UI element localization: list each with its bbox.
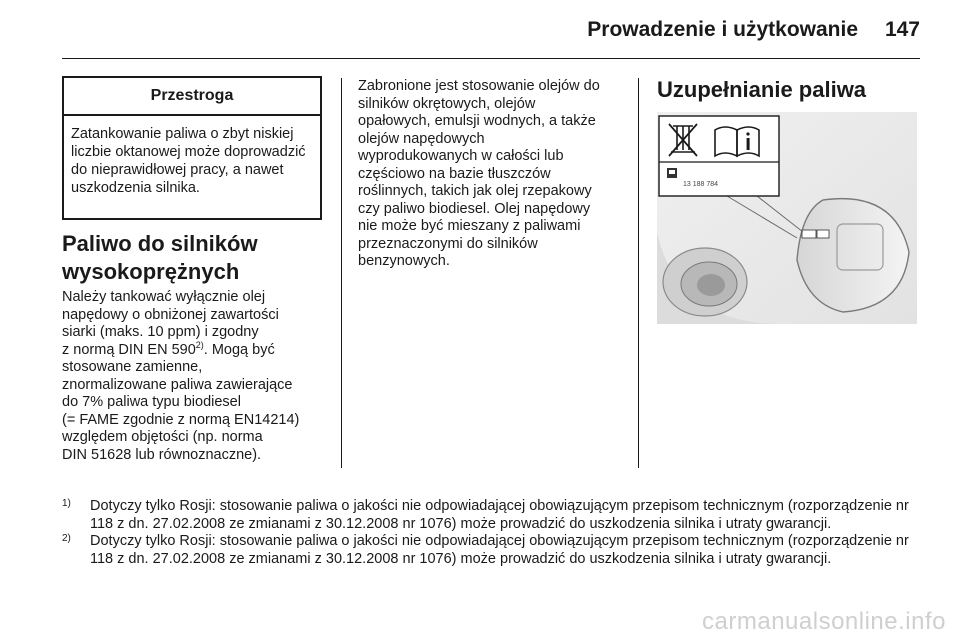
footnote-2-mark: 2) bbox=[62, 533, 71, 544]
footnote-2 bbox=[62, 533, 922, 568]
watermark: carmanualsonline.info bbox=[702, 608, 946, 635]
page-title: Prowadzenie i użytkowanie bbox=[587, 18, 858, 41]
refuel-heading: Uzupełnianie paliwa bbox=[657, 77, 867, 102]
footnotes bbox=[62, 498, 922, 568]
diesel-heading-line2: wysokoprężnych bbox=[62, 259, 240, 284]
footnote-1-text: Dotyczy tylko Rosji: stosowanie paliwa o jakości nie odpowiadającej obowiązującym przepisom technicznym (rozporządzenie nr 118 z dn. 27.02.2008 ze zmianami z 30.12.2008 nr 1076) może prowadzić do uszkodzenia silnika i utraty gwarancji. bbox=[90, 498, 909, 532]
page-number: 147 bbox=[884, 18, 920, 41]
footnote-2-text: Dotyczy tylko Rosji: stosowanie paliwa o jakości nie odpowiadającej obowiązującym przepisom technicznym (rozporządzenie nr 118 z dn. 27.02.2008 ze zmianami z 30.12.2008 nr 1076) może prowadzić do uszkodzenia silnika i utraty gwarancji. bbox=[90, 533, 909, 567]
header-divider bbox=[62, 58, 920, 59]
fuel-filler-flap-figure bbox=[657, 112, 917, 324]
page-header bbox=[62, 14, 920, 48]
diesel-heading-line1: Paliwo do silników bbox=[62, 231, 258, 256]
prohibited-fuels-paragraph: Zabronione jest stosowanie olejów do silników okrętowych, olejów opałowych, emulsji wodnych, a także olejów napędowych wyprodukowanych w całości lub częściowo na bazie tłuszczów roślinnych, takich jak olej rzepakowy czy paliwo biodiesel. Olej napędowy nie może być mieszany z paliwami przeznaczonymi do silników benzynowych. bbox=[358, 78, 600, 269]
footnote-1 bbox=[62, 498, 922, 533]
footnote-1-mark: 1) bbox=[62, 498, 71, 509]
diesel-paragraph-part1: Należy tankować wyłącznie olej napędowy o obniżonej zawartości siarki (maks. 10 ppm) i zgodny z normą DIN EN 590 bbox=[62, 289, 279, 358]
caution-box bbox=[62, 76, 322, 220]
diesel-paragraph-part2: . Mogą być stosowane zamienne, znormalizowane paliwa zawierające do 7% paliwa typu biodiesel (= FAME zgodnie z normą EN14214) względem objętości (np. norma DIN 51628 lub równoznaczne). bbox=[62, 341, 300, 463]
caution-heading: Przestroga bbox=[64, 78, 320, 116]
diesel-paragraph bbox=[62, 289, 336, 464]
caution-text: Zatankowanie paliwa o zbyt niskiej liczbie oktanowej może doprowadzić do nieprawidłowej pracy, a nawet uszkodzenia silnika. bbox=[71, 126, 306, 196]
diesel-heading bbox=[62, 230, 332, 286]
footnote-reference[interactable]: 2) bbox=[195, 339, 204, 350]
figure-code: 13 188 784 bbox=[683, 181, 719, 188]
column-divider-left bbox=[341, 78, 342, 468]
column-divider-right bbox=[638, 78, 639, 468]
